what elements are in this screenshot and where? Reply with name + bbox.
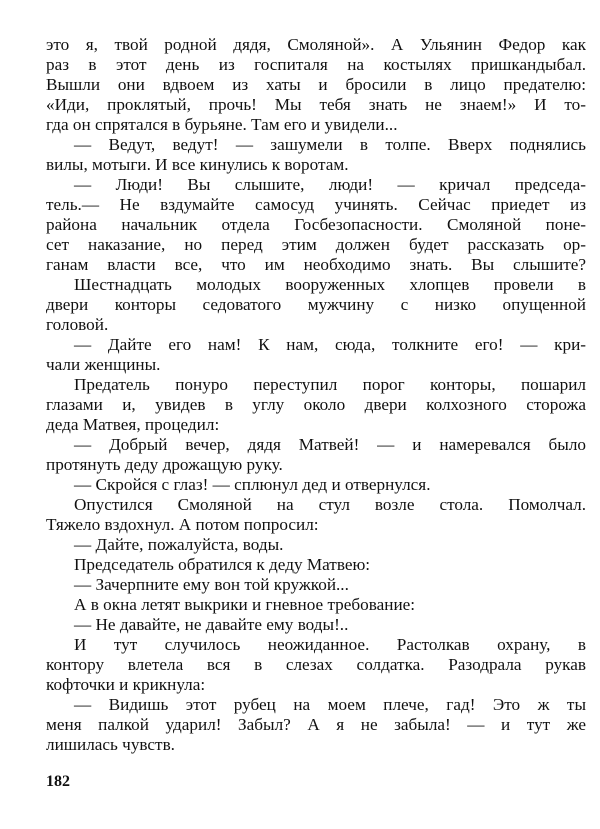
text-line: деда Матвея, процедил: bbox=[46, 415, 220, 434]
text-line: — Добрый вечер, дядя Матвей! — и намеревался было bbox=[74, 435, 586, 454]
text-line: контору влетела вся в слезах солдатка. Разодрала рукав bbox=[46, 655, 586, 674]
text-line: «Иди, проклятый, прочь! Мы тебя знать не знаем!» И то- bbox=[46, 95, 586, 114]
text-line: чали женщины. bbox=[46, 355, 161, 374]
text-line: Вышли они вдвоем из хаты и бросили в лицо предателю: bbox=[46, 75, 586, 94]
text-line: — Скройся с глаз! — сплюнул дед и отвернулся. bbox=[74, 475, 431, 494]
text-line: вилы, мотыги. И все кинулись к воротам. bbox=[46, 155, 349, 174]
text-line: тель.— Не вздумайте самосуд учинять. Сейчас приедет из bbox=[46, 195, 586, 214]
text-line: — Не давайте, не давайте ему воды!.. bbox=[74, 615, 349, 634]
text-line: гда он спрятался в бурьяне. Там его и увидели... bbox=[46, 115, 398, 134]
book-page-text bbox=[46, 35, 586, 755]
text-line: — Дайте, пожалуйста, воды. bbox=[74, 535, 284, 554]
text-line: лишилась чувств. bbox=[46, 735, 175, 754]
text-line: Тяжело вздохнул. А потом попросил: bbox=[46, 515, 319, 534]
text-line: протянуть деду дрожащую руку. bbox=[46, 455, 283, 474]
text-line: И тут случилось неожиданное. Растолкав охрану, в bbox=[74, 635, 586, 654]
text-line: — Люди! Вы слышите, люди! — кричал председа- bbox=[74, 175, 586, 194]
text-line: раз в этот день из госпиталя на костылях пришкандыбал. bbox=[46, 55, 586, 74]
text-line: Опустился Смоляной на стул возле стола. Помолчал. bbox=[74, 495, 586, 514]
text-line: сет наказание, но перед этим должен будет рассказать ор- bbox=[46, 235, 586, 254]
text-line: кофточки и крикнула: bbox=[46, 675, 206, 694]
text-line: двери конторы седоватого мужчину с низко опущенной bbox=[46, 295, 586, 314]
text-line: — Дайте его нам! К нам, сюда, толкните его! — кри- bbox=[74, 335, 586, 354]
text-line: глазами и, увидев в углу около двери колхозного сторожа bbox=[46, 395, 586, 414]
text-line: ганам власти все, что им необходимо знать. Вы слышите? bbox=[46, 255, 586, 274]
page-number: 182 bbox=[46, 773, 70, 790]
text-line: — Видишь этот рубец на моем плече, гад! Это ж ты bbox=[74, 695, 586, 714]
text-line: района начальник отдела Госбезопасности. Смоляной поне- bbox=[46, 215, 586, 234]
text-line: головой. bbox=[46, 315, 109, 334]
text-line: А в окна летят выкрики и гневное требование: bbox=[74, 595, 416, 614]
text-line: — Зачерпните ему вон той кружкой... bbox=[74, 575, 349, 594]
text-line: Председатель обратился к деду Матвею: bbox=[74, 555, 371, 574]
text-line: Предатель понуро переступил порог конторы, пошарил bbox=[74, 375, 586, 394]
text-line: меня палкой ударил! Забыл? А я не забыла! — и тут же bbox=[46, 715, 586, 734]
text-line: Шестнадцать молодых вооруженных хлопцев провели в bbox=[74, 275, 586, 294]
text-line: — Ведут, ведут! — зашумели в толпе. Вверх поднялись bbox=[74, 135, 586, 154]
text-line: это я, твой родной дядя, Смоляной». А Ульянин Федор как bbox=[46, 35, 586, 54]
